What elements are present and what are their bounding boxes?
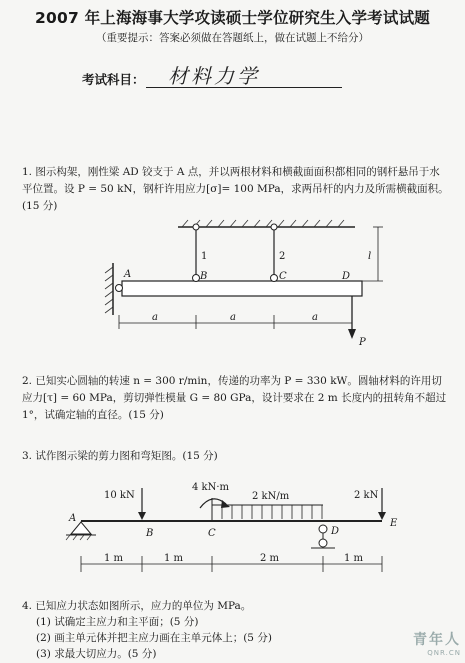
question-4-item-2: (2) 画主单元体并把主应力画在主单元体上；(5 分) (36, 632, 272, 644)
label-2kn: 2 kN (354, 490, 379, 501)
label-span-2: 1 m (164, 553, 184, 564)
label-c-point: C (279, 271, 287, 282)
subject-label: 考试科目： (82, 72, 145, 87)
support-d-roller (319, 539, 327, 547)
hinge-a (116, 285, 123, 292)
question-1-figure (0, 215, 465, 350)
label-span-a-1: a (152, 312, 158, 323)
question-4-item-1: (1) 试确定主应力和主平面；(5 分) (36, 616, 199, 628)
watermark (413, 629, 461, 657)
label-2kn-per-m: 2 kN/m (252, 491, 290, 502)
exam-title: 2007 年上海海事大学攻读硕士学位研究生入学考试试题 (35, 9, 430, 27)
question-4-text: 4. 已知应力状态如图所示，应力的单位为 MPa。 (22, 600, 252, 612)
pin-top-2 (271, 224, 277, 230)
label-load-p: P (359, 337, 366, 348)
subject-underline (146, 87, 342, 88)
pin-c (271, 275, 278, 282)
pin-b (193, 275, 200, 282)
label-span-3: 2 m (260, 553, 280, 564)
label-point-a: A (69, 513, 77, 524)
label-10kn: 10 kN (104, 490, 135, 501)
wall-hatch (105, 267, 113, 313)
label-point-c: C (208, 528, 216, 539)
ceiling-hatch (182, 220, 344, 227)
label-span-a-2: a (230, 312, 236, 323)
label-point-e: E (390, 518, 398, 529)
subject-handwritten: 材料力学 (168, 64, 260, 88)
watermark-sub: QNR.CN (427, 649, 461, 657)
load-p-arrowhead (348, 329, 356, 339)
question-3-figure (0, 474, 465, 594)
label-rod-1: 1 (201, 251, 208, 262)
label-span-a-3: a (312, 312, 318, 323)
label-rod-2: 2 (279, 251, 286, 262)
label-length-l: l (368, 251, 372, 262)
rigid-beam (122, 281, 362, 296)
question-4-item-3: (3) 求最大切应力。(5 分) (36, 648, 157, 660)
question-2-text: 2. 已知实心圆轴的转速 n = 300 r/min，传递的功率为 P = 330 kW。圆轴材料的许用切应力[τ] = 60 MPa，剪切弹性模量 G = 80 GPa，设计要求在 2 m 长度内的扭转角不超过 1°，试确定轴的直径。(15 分) (22, 375, 447, 421)
watermark-main: 青年人 (413, 632, 461, 648)
label-4knm: 4 kN·m (192, 482, 230, 493)
label-span-4: 1 m (344, 553, 364, 564)
label-a-point: A (124, 269, 132, 280)
support-d-pin (319, 525, 327, 533)
label-point-d: D (331, 526, 340, 537)
question-3-text: 3. 试作图示梁的剪力图和弯矩图。(15 分) (22, 450, 218, 462)
label-b-point: B (200, 271, 208, 282)
pin-top-1 (193, 224, 199, 230)
question-1-text: 1. 图示构架，刚性梁 AD 铰支于 A 点，并以两根材料和横截面面积都相同的钢杆悬吊于水平位置。设 P = 50 kN，钢杆许用应力[σ]= 100 MPa，求两吊杆的内力及所需横截面积。(15 分) (22, 166, 449, 212)
label-point-b: B (146, 528, 154, 539)
label-d-point: D (342, 271, 351, 282)
distributed-arrows (222, 505, 322, 519)
exam-notice: （重要提示：答案必须做在答题纸上，做在试题上不给分） (96, 32, 369, 44)
label-span-1: 1 m (104, 553, 124, 564)
